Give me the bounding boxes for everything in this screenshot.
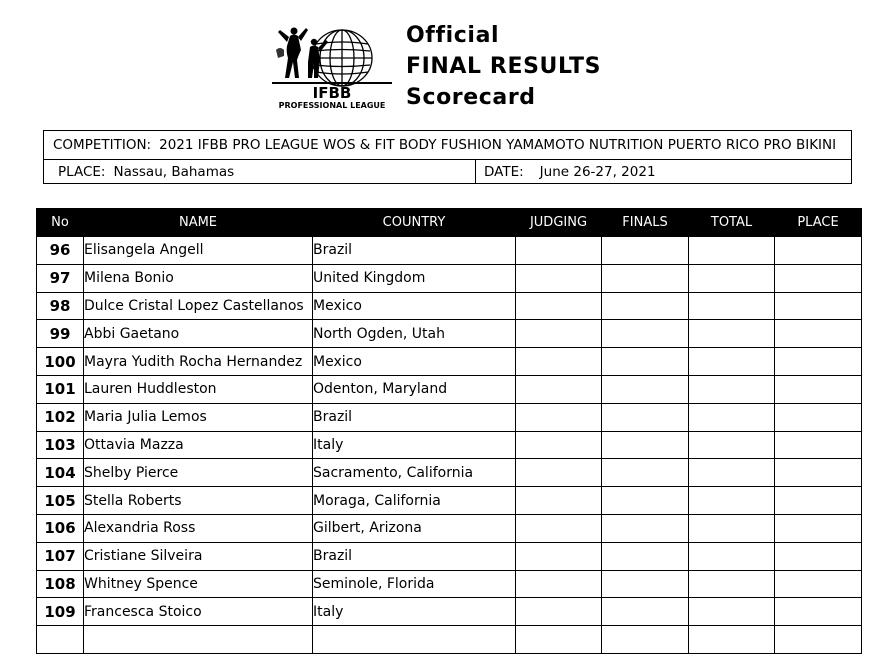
competitor-country: Gilbert, Arizona bbox=[313, 514, 516, 542]
competitor-country: Mexico bbox=[313, 348, 516, 376]
finals-score-cell bbox=[602, 431, 689, 459]
competitor-name: Lauren Huddleston bbox=[84, 375, 313, 403]
judging-score-cell bbox=[516, 626, 602, 654]
competitor-country: Moraga, California bbox=[313, 487, 516, 515]
competitor-country: Mexico bbox=[313, 292, 516, 320]
competitor-name: Whitney Spence bbox=[84, 570, 313, 598]
total-score-cell bbox=[689, 292, 775, 320]
results-table bbox=[36, 208, 862, 654]
place-cell bbox=[775, 459, 862, 487]
finals-score-cell bbox=[602, 514, 689, 542]
place-cell bbox=[775, 348, 862, 376]
header-judging: JUDGING bbox=[516, 209, 602, 237]
competitor-number: 100 bbox=[37, 348, 84, 376]
finals-score-cell bbox=[602, 598, 689, 626]
table-row bbox=[37, 375, 862, 403]
competitor-number bbox=[37, 626, 84, 654]
place-cell bbox=[775, 431, 862, 459]
competitor-name: Abbi Gaetano bbox=[84, 320, 313, 348]
total-score-cell bbox=[689, 431, 775, 459]
total-score-cell bbox=[689, 348, 775, 376]
place-cell bbox=[775, 514, 862, 542]
globe-icon bbox=[312, 30, 372, 86]
table-row bbox=[37, 264, 862, 292]
header-place: PLACE bbox=[775, 209, 862, 237]
total-score-cell bbox=[689, 237, 775, 265]
date-value: June 26-27, 2021 bbox=[539, 164, 656, 180]
judging-score-cell bbox=[516, 487, 602, 515]
competitor-name: Ottavia Mazza bbox=[84, 431, 313, 459]
table-row bbox=[37, 598, 862, 626]
competitor-number: 96 bbox=[37, 237, 84, 265]
header-country: COUNTRY bbox=[313, 209, 516, 237]
competitor-country: Sacramento, California bbox=[313, 459, 516, 487]
judging-score-cell bbox=[516, 570, 602, 598]
place-cell bbox=[775, 598, 862, 626]
judging-score-cell bbox=[516, 403, 602, 431]
total-score-cell bbox=[689, 570, 775, 598]
competition-value: 2021 IFBB PRO LEAGUE WOS & FIT BODY FUSHION YAMAMOTO NUTRITION PUERTO RICO PRO BIKINI bbox=[159, 137, 837, 153]
competitor-number: 104 bbox=[37, 459, 84, 487]
finals-score-cell bbox=[602, 264, 689, 292]
total-score-cell bbox=[689, 459, 775, 487]
title-line-final-results: FINAL RESULTS bbox=[406, 54, 602, 79]
competitor-country: Odenton, Maryland bbox=[313, 375, 516, 403]
competitor-country: Italy bbox=[313, 598, 516, 626]
finals-score-cell bbox=[602, 487, 689, 515]
competitor-name: Maria Julia Lemos bbox=[84, 403, 313, 431]
finals-score-cell bbox=[602, 237, 689, 265]
competitor-name: Alexandria Ross bbox=[84, 514, 313, 542]
total-score-cell bbox=[689, 320, 775, 348]
total-score-cell bbox=[689, 626, 775, 654]
competitor-number: 105 bbox=[37, 487, 84, 515]
place-cell bbox=[775, 320, 862, 348]
date-cell bbox=[476, 160, 656, 184]
place-cell bbox=[775, 292, 862, 320]
competitor-name: Dulce Cristal Lopez Castellanos bbox=[84, 292, 313, 320]
table-row bbox=[37, 626, 862, 654]
competitor-name: Elisangela Angell bbox=[84, 237, 313, 265]
place-cell bbox=[775, 626, 862, 654]
judging-score-cell bbox=[516, 598, 602, 626]
place-cell bbox=[775, 570, 862, 598]
finals-score-cell bbox=[602, 292, 689, 320]
judging-score-cell bbox=[516, 348, 602, 376]
finals-score-cell bbox=[602, 459, 689, 487]
judging-score-cell bbox=[516, 514, 602, 542]
competitor-number: 99 bbox=[37, 320, 84, 348]
judging-score-cell bbox=[516, 375, 602, 403]
competitor-name: Francesca Stoico bbox=[84, 598, 313, 626]
ifbb-logo bbox=[268, 20, 396, 110]
competitor-country: Brazil bbox=[313, 403, 516, 431]
table-row bbox=[37, 348, 862, 376]
header-name: NAME bbox=[84, 209, 313, 237]
table-row bbox=[37, 320, 862, 348]
place-cell bbox=[44, 160, 476, 184]
competition-info-box bbox=[43, 130, 852, 184]
total-score-cell bbox=[689, 598, 775, 626]
table-row bbox=[37, 237, 862, 265]
title-line-scorecard: Scorecard bbox=[406, 85, 536, 110]
competition-row bbox=[44, 131, 851, 160]
table-row bbox=[37, 487, 862, 515]
place-cell bbox=[775, 264, 862, 292]
total-score-cell bbox=[689, 487, 775, 515]
competitor-number: 97 bbox=[37, 264, 84, 292]
table-row bbox=[37, 403, 862, 431]
judging-score-cell bbox=[516, 237, 602, 265]
competitor-country: United Kingdom bbox=[313, 264, 516, 292]
judging-score-cell bbox=[516, 431, 602, 459]
table-row bbox=[37, 431, 862, 459]
competitor-number: 106 bbox=[37, 514, 84, 542]
logo-text-sub: PROFESSIONAL LEAGUE bbox=[278, 101, 386, 110]
logo-text-main: IFBB bbox=[312, 84, 352, 102]
competitor-name: Cristiane Silveira bbox=[84, 542, 313, 570]
competitor-number: 98 bbox=[37, 292, 84, 320]
competitor-country: North Ogden, Utah bbox=[313, 320, 516, 348]
table-row bbox=[37, 292, 862, 320]
title-line-official: Official bbox=[406, 23, 500, 48]
judging-score-cell bbox=[516, 264, 602, 292]
header-finals: FINALS bbox=[602, 209, 689, 237]
document-title bbox=[406, 20, 601, 113]
table-row bbox=[37, 570, 862, 598]
finals-score-cell bbox=[602, 403, 689, 431]
place-value: Nassau, Bahamas bbox=[113, 164, 235, 180]
date-label: DATE: bbox=[484, 164, 524, 180]
competitor-country: Brazil bbox=[313, 542, 516, 570]
table-header-row bbox=[37, 209, 862, 237]
finals-score-cell bbox=[602, 626, 689, 654]
finals-score-cell bbox=[602, 542, 689, 570]
judging-score-cell bbox=[516, 320, 602, 348]
competitor-country bbox=[313, 626, 516, 654]
competitor-number: 101 bbox=[37, 375, 84, 403]
finals-score-cell bbox=[602, 375, 689, 403]
competitor-name: Milena Bonio bbox=[84, 264, 313, 292]
competitor-name: Shelby Pierce bbox=[84, 459, 313, 487]
competitor-number: 109 bbox=[37, 598, 84, 626]
place-cell bbox=[775, 375, 862, 403]
judging-score-cell bbox=[516, 459, 602, 487]
table-row bbox=[37, 514, 862, 542]
finals-score-cell bbox=[602, 570, 689, 598]
results-table-body bbox=[37, 237, 862, 654]
place-cell bbox=[775, 403, 862, 431]
finals-score-cell bbox=[602, 348, 689, 376]
total-score-cell bbox=[689, 542, 775, 570]
place-cell bbox=[775, 237, 862, 265]
competitor-country: Brazil bbox=[313, 237, 516, 265]
competitor-number: 103 bbox=[37, 431, 84, 459]
place-cell bbox=[775, 487, 862, 515]
competition-label: COMPETITION: bbox=[53, 137, 152, 153]
place-label: PLACE: bbox=[58, 164, 106, 180]
total-score-cell bbox=[689, 514, 775, 542]
table-row bbox=[37, 459, 862, 487]
header-no: No bbox=[37, 209, 84, 237]
finals-score-cell bbox=[602, 320, 689, 348]
judging-score-cell bbox=[516, 542, 602, 570]
competitor-country: Seminole, Florida bbox=[313, 570, 516, 598]
competitor-name: Stella Roberts bbox=[84, 487, 313, 515]
competitor-country: Italy bbox=[313, 431, 516, 459]
table-row bbox=[37, 542, 862, 570]
place-cell bbox=[775, 542, 862, 570]
total-score-cell bbox=[689, 375, 775, 403]
competitor-name: Mayra Yudith Rocha Hernandez bbox=[84, 348, 313, 376]
competitor-name bbox=[84, 626, 313, 654]
judging-score-cell bbox=[516, 292, 602, 320]
competitor-number: 108 bbox=[37, 570, 84, 598]
total-score-cell bbox=[689, 264, 775, 292]
total-score-cell bbox=[689, 403, 775, 431]
header-total: TOTAL bbox=[689, 209, 775, 237]
competitor-number: 102 bbox=[37, 403, 84, 431]
competitor-number: 107 bbox=[37, 542, 84, 570]
